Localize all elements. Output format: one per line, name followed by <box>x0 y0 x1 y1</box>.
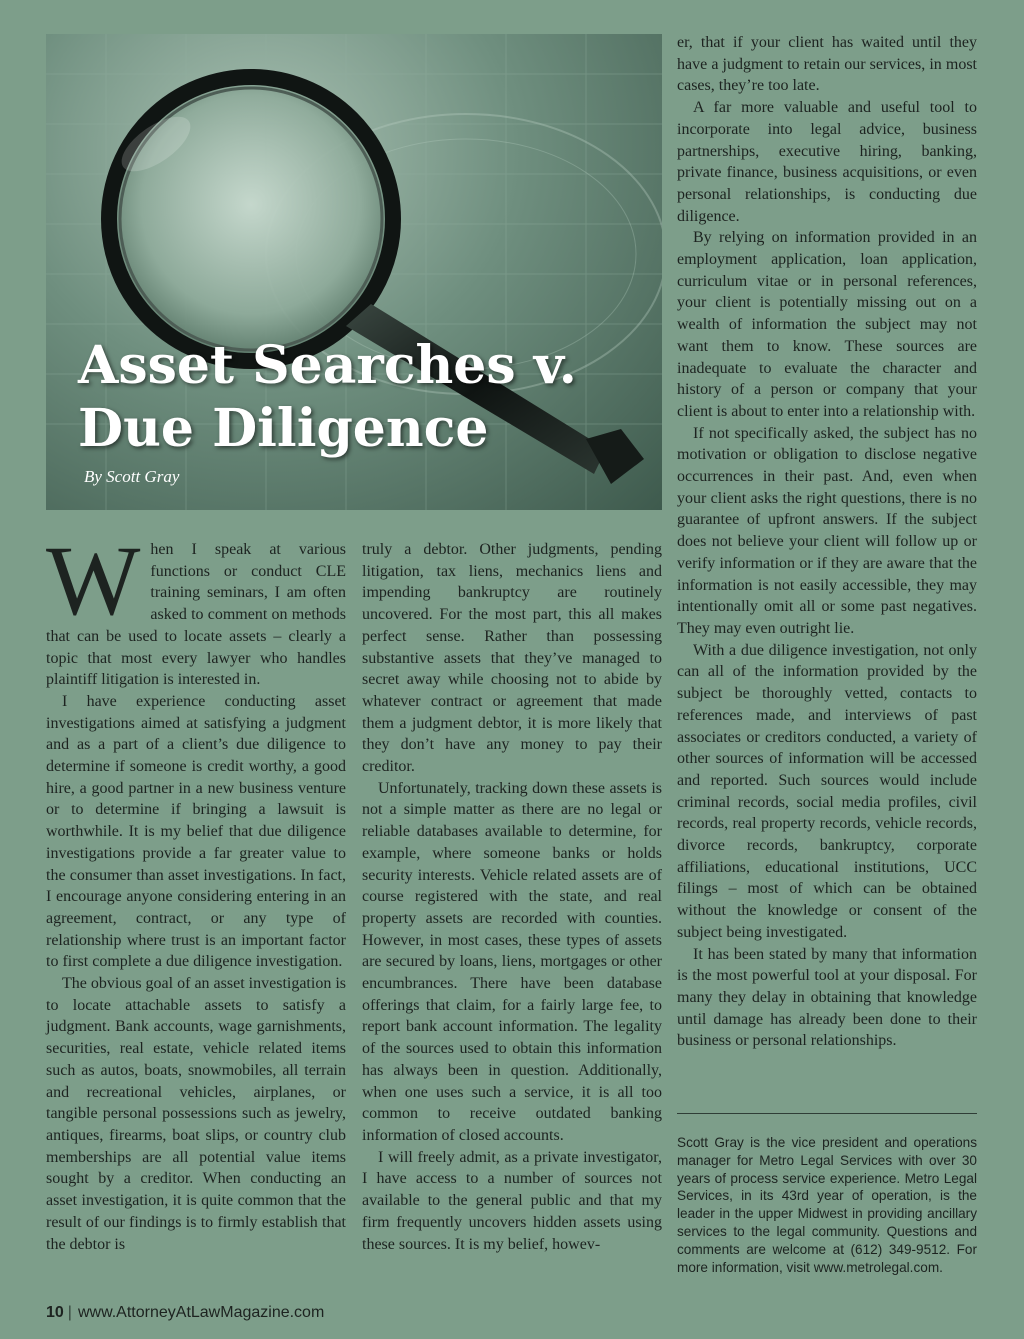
byline: By Scott Gray <box>84 467 180 486</box>
column-3 <box>677 32 977 1052</box>
paragraph: A far more valuable and useful tool to incorporate into legal advice, business partnerships, executive hiring, banking, private finance, business acquisitions, or even personal relationships, is conducting due diligence. <box>677 99 977 225</box>
paragraph: It has been stated by many that information is the most powerful tool at your disposal. For many they delay in obtaining that knowledge until damage has already been done to their business or personal relationships. <box>677 945 977 1050</box>
article-title <box>78 334 577 460</box>
footer-separator: | <box>67 1304 72 1321</box>
drop-cap: W <box>46 525 141 636</box>
paragraph: truly a debtor. Other judgments, pending litigation, tax liens, mechanics liens and impending bankruptcy are routinely uncovered. For the most part, this all makes perfect sense. Rather than possessing substantive assets that they’ve managed to secret away while choosing not to abide by whatever contract or agreement that made them a judgment debtor, it is more likely that they don’t have any money to pay their creditor. <box>362 541 662 776</box>
footer-site-link[interactable]: www.AttorneyAtLawMagazine.com <box>77 1304 325 1321</box>
column-2 <box>362 539 662 1255</box>
divider <box>677 1113 977 1114</box>
paragraph <box>46 525 346 691</box>
hero-image <box>46 34 662 510</box>
title-line-1: Asset Searches v. <box>78 335 577 396</box>
paragraph-text: hen I speak at various functions or conduct CLE training seminars, I am often asked to comment on methods that can be used to locate assets – clearly a topic that most every lawyer who handles plaintiff litigation is interested in. <box>46 541 346 689</box>
paragraph: The obvious goal of an asset investigation is to locate attachable assets to satisfy a judgment. Bank accounts, wage garnishments, securities, real estate, vehicle related items such as autos, boats, snowmobiles, all terrain and recreational vehicles, airplanes, or tangible personal possessions such as jewelry, antiques, firearms, boat slips, or country club memberships are all potential value items sought by a creditor. When conducting an asset investigation, it is quite common that the result of our findings is to firmly establish that the debtor is <box>46 975 346 1253</box>
paragraph: I will freely admit, as a private investigator, I have access to a number of sources not available to the general public and that my firm frequently uncovers hidden assets using these sources. It is my belief, howev- <box>362 1148 662 1253</box>
paragraph: er, that if your client has waited until they have a judgment to retain our services, in most cases, they’re too late. <box>677 34 977 95</box>
paragraph: By relying on information provided in an employment application, loan application, curriculum vitae or in personal references, your client is potentially missing out on a wealth of information the subject may not want them to know. These sources are inadequate to evaluate the character and history of a person or company that your client is about to enter into a relationship with. <box>677 229 977 420</box>
paragraph: If not specifically asked, the subject has no motivation or obligation to disclose negative occurrences in their past. And, even when your client asks the right questions, there is no guarantee of upfront answers. If the subject does not believe your client will follow up or verify information or if they are aware that the information is not easily accessible, they may intentionally omit all or some past negatives. They may even outright lie. <box>677 424 977 637</box>
paragraph: Unfortunately, tracking down these assets is not a simple matter as there are no legal or reliable databases available to determine, for example, where someone banks or holds security interests. Vehicle related assets are of course registered with the state, and real property assets are recorded with counties. However, in most cases, these types of assets are secured by loans, liens, mortgages or other encumbrances. There have been database offerings that claim, for a fairly large fee, to report bank account information. The legality of the sources used to obtain this information has always been in question. Additionally, when one uses such a service, it is all too common to receive outdated banking information of closed accounts. <box>362 779 662 1144</box>
title-line-2: Due Diligence <box>78 398 489 459</box>
paragraph: With a due diligence investigation, not only can all of the information provided by the subject be thoroughly vetted, contacts to references made, and interviews of past associates or creditors conducted, a variety of other sources of information will be accessed and reported. Such sources would include criminal records, social media profiles, civil records, real property records, vehicle records, divorce records, bankruptcy, corporate affiliations, educational institutions, UCC filings – most of which can be obtained without the knowledge or consent of the subject being investigated. <box>677 641 977 941</box>
column-1 <box>46 525 346 1255</box>
page-footer <box>46 1304 324 1322</box>
page-number: 10 <box>46 1304 64 1321</box>
author-bio: Scott Gray is the vice president and operations manager for Metro Legal Services with over 30 years of process service experience. Metro Legal Services, in its 43rd year of operation, is the leader in the upper Midwest in providing ancillary services to the legal community. Questions and comments are welcome at (612) 349-9512. For more information, visit www.metrolegal.com. <box>677 1135 977 1275</box>
paragraph: I have experience conducting asset investigations aimed at satisfying a judgment and as a part of a client’s due diligence to determine if someone is credit worthy, a good hire, a good partner in a new business venture or to determine if bringing a lawsuit is worthwhile. It is my belief that due diligence investigations provide a far greater value to the consumer than asset investigations. In fact, I encourage anyone considering entering in an agreement, contract, or any type of relationship where trust is an important factor to first complete a due diligence investigation. <box>46 692 346 971</box>
